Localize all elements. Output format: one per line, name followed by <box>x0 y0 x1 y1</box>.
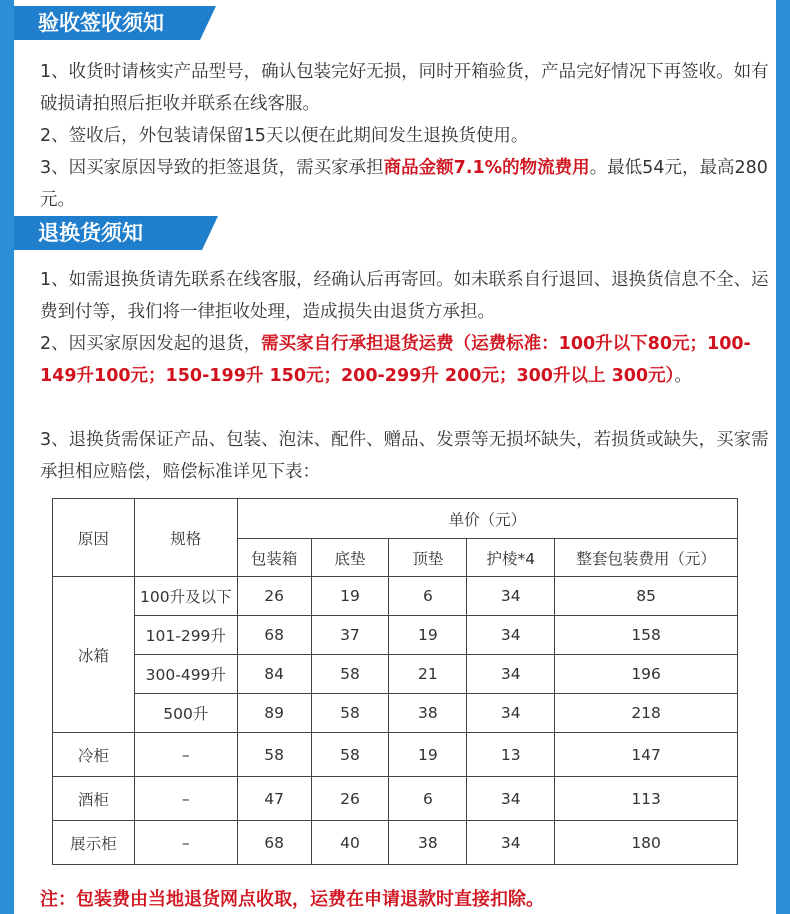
header-edge-guard: 护棱*4 <box>467 539 555 577</box>
value-cell: 37 <box>311 616 389 655</box>
value-cell: 58 <box>237 733 311 777</box>
value-cell: 40 <box>311 821 389 865</box>
rule-3-tail: 。最低54元，最高280元。 <box>40 158 768 210</box>
header-reason: 原因 <box>53 499 135 577</box>
value-cell: 180 <box>555 821 738 865</box>
value-cell: 58 <box>311 733 389 777</box>
value-cell: 19 <box>389 616 467 655</box>
value-cell: 21 <box>389 655 467 694</box>
section-header-returns: 退换货须知 <box>14 216 202 250</box>
value-cell: 196 <box>555 655 738 694</box>
spec-cell: 300-499升 <box>134 655 237 694</box>
returns-rule-1: 1、如需退换货请先联系在线客服，经确认后再寄回。如未联系自行退回、退换货信息不全、运费到付等，我们将一律拒收处理，造成损失由退货方承担。 <box>40 270 769 322</box>
value-cell: 47 <box>237 777 311 821</box>
table-row <box>53 655 738 694</box>
value-cell: 113 <box>555 777 738 821</box>
table-row <box>53 577 738 616</box>
header-top-pad: 顶垫 <box>389 539 467 577</box>
value-cell: 6 <box>389 577 467 616</box>
value-cell: 6 <box>389 777 467 821</box>
value-cell: 26 <box>237 577 311 616</box>
value-cell: 68 <box>237 616 311 655</box>
compensation-table <box>52 498 738 865</box>
reason-wine-cabinet: 酒柜 <box>53 777 135 821</box>
reason-fridge: 冰箱 <box>53 577 135 733</box>
value-cell: 68 <box>237 821 311 865</box>
value-cell: 218 <box>555 694 738 733</box>
value-cell: 19 <box>389 733 467 777</box>
inspection-rule-1: 1、收货时请核实产品型号，确认包装完好无损，同时开箱验货，产品完好情况下再签收。如有破损请拍照后拒收并联系在线客服。 <box>40 62 769 114</box>
table-row <box>53 694 738 733</box>
spec-cell: – <box>134 733 237 777</box>
inspection-rule-3 <box>40 152 776 216</box>
value-cell: 58 <box>311 655 389 694</box>
value-cell: 13 <box>467 733 555 777</box>
spec-cell: – <box>134 821 237 865</box>
value-cell: 34 <box>467 777 555 821</box>
table-row <box>53 821 738 865</box>
table-row <box>53 616 738 655</box>
header-bottom-pad: 底垫 <box>311 539 389 577</box>
returns-rule-2 <box>40 328 776 392</box>
inspection-rule-2: 2、签收后，外包装请保留15天以便在此期间发生退换货使用。 <box>40 126 529 146</box>
returns-rule-2-tail: 。 <box>674 366 692 386</box>
table-row <box>53 733 738 777</box>
spec-cell: 101-299升 <box>134 616 237 655</box>
value-cell: 26 <box>311 777 389 821</box>
spec-cell: – <box>134 777 237 821</box>
spec-cell: 500升 <box>134 694 237 733</box>
header-box: 包装箱 <box>237 539 311 577</box>
header-total-cost: 整套包装费用（元） <box>555 539 738 577</box>
value-cell: 158 <box>555 616 738 655</box>
value-cell: 34 <box>467 821 555 865</box>
value-cell: 19 <box>311 577 389 616</box>
value-cell: 58 <box>311 694 389 733</box>
value-cell: 34 <box>467 616 555 655</box>
rule-3-highlight: 商品金额7.1%的物流费用 <box>383 158 590 178</box>
returns-rule-3: 3、退换货需保证产品、包装、泡沫、配件、赠品、发票等无损坏缺失，若损货或缺失，买家需承担相应赔偿，赔偿标准详见下表： <box>40 430 769 482</box>
value-cell: 147 <box>555 733 738 777</box>
header-spec: 规格 <box>134 499 237 577</box>
section-header-inspection: 验收签收须知 <box>14 6 200 40</box>
value-cell: 38 <box>389 694 467 733</box>
header-unit-price: 单价（元） <box>237 499 737 539</box>
reason-freezer: 冷柜 <box>53 733 135 777</box>
spec-cell: 100升及以下 <box>134 577 237 616</box>
returns-rule-2-text: 2、因买家原因发起的退货， <box>40 334 262 354</box>
value-cell: 38 <box>389 821 467 865</box>
value-cell: 84 <box>237 655 311 694</box>
value-cell: 89 <box>237 694 311 733</box>
rule-3-text: 3、因买家原因导致的拒签退货，需买家承担 <box>40 158 384 178</box>
reason-display-cabinet: 展示柜 <box>53 821 135 865</box>
value-cell: 34 <box>467 655 555 694</box>
value-cell: 34 <box>467 577 555 616</box>
value-cell: 85 <box>555 577 738 616</box>
value-cell: 34 <box>467 694 555 733</box>
table-row <box>53 777 738 821</box>
footer-note: 注：包装费由当地退货网点收取，运费在申请退款时直接扣除。 <box>40 889 544 910</box>
returns-rule-2-highlight: 需买家自行承担退货运费（运费标准：100升以下80元；100-149升100元；150-199升 150元；200-299升 200元；300升以上 300元） <box>40 334 751 386</box>
